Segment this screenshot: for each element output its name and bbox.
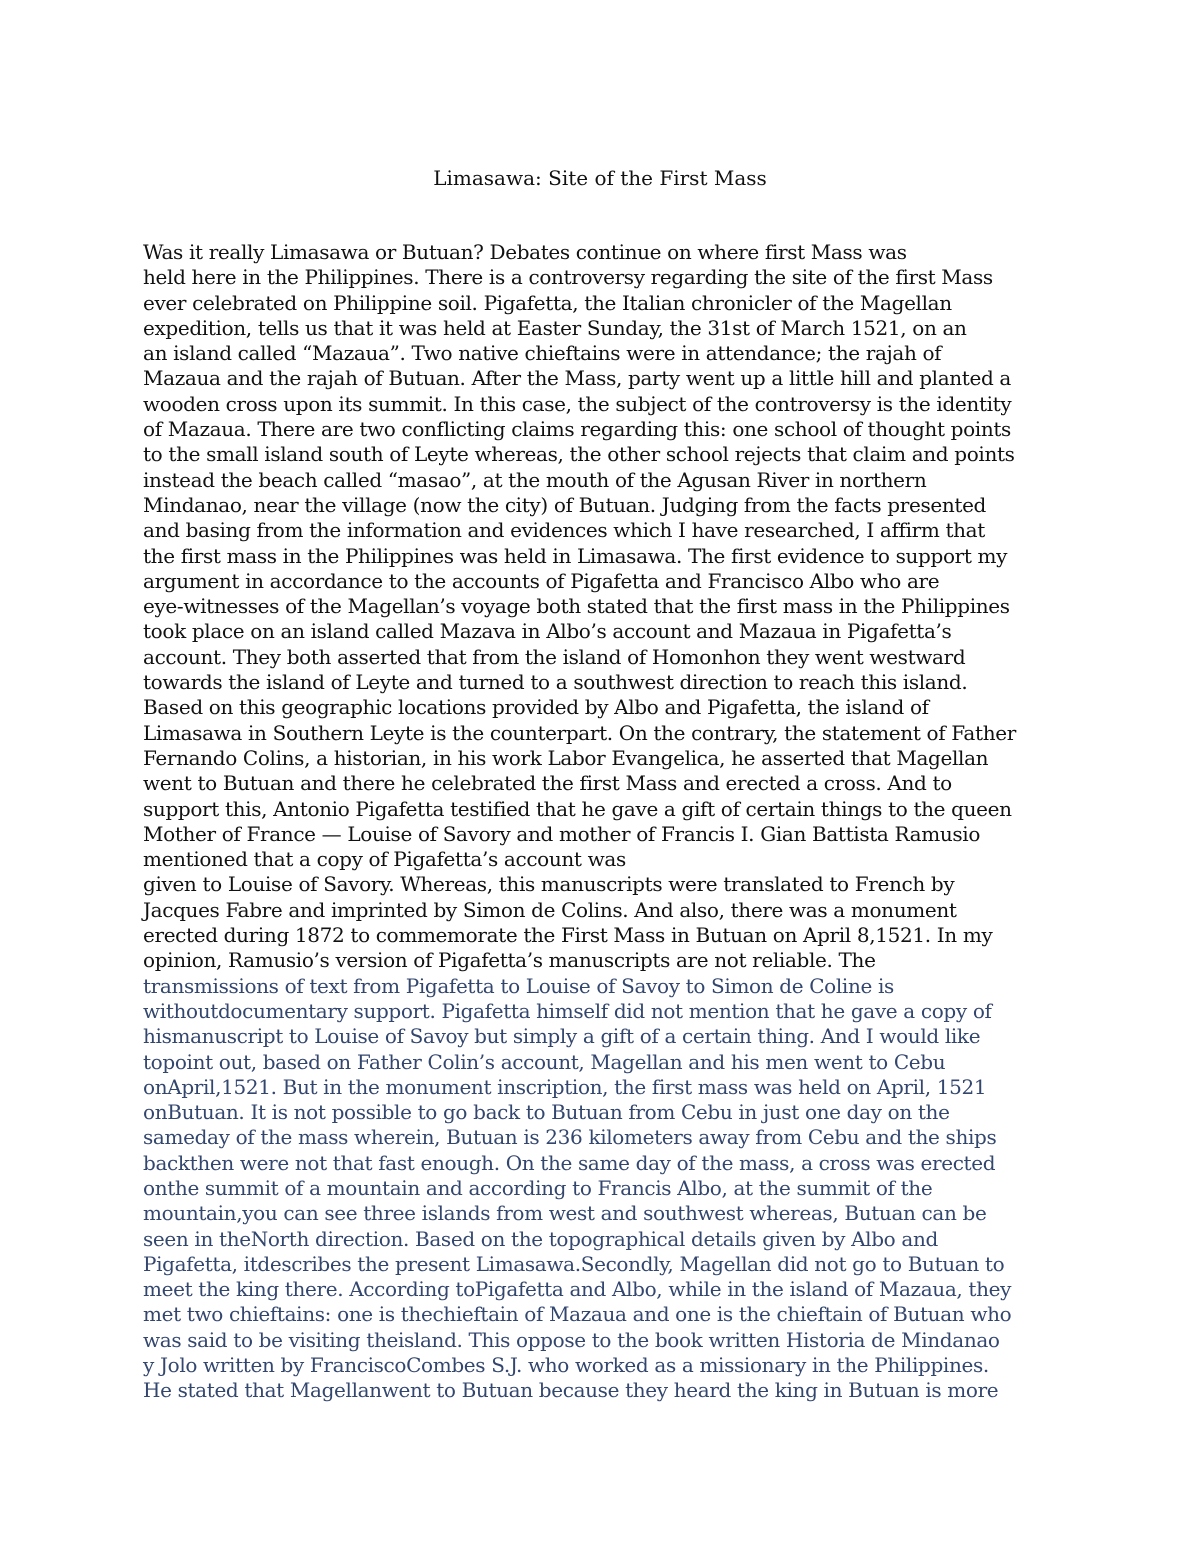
body-line: transmissions of text from Pigafetta to Louise of Savoy to Simon de Coline is bbox=[143, 973, 894, 998]
body-line: met two chieftains: one is thechieftain of Mazaua and one is the chieftain of Butuan who bbox=[143, 1302, 1012, 1327]
body-line: argument in accordance to the accounts of Pigafetta and Francisco Albo who are bbox=[143, 568, 940, 593]
body-line: ever celebrated on Philippine soil. Pigafetta, the Italian chronicler of the Magellan bbox=[143, 290, 952, 315]
body-line: mountain,you can see three islands from west and southwest whereas, Butuan can be bbox=[143, 1201, 987, 1226]
body-line: He stated that Magellanwent to Butuan because they heard the king in Butuan is more bbox=[143, 1378, 999, 1403]
body-line: took place on an island called Mazava in Albo’s account and Mazaua in Pigafetta’s bbox=[143, 619, 952, 644]
body-line: onApril,1521. But in the monument inscription, the first mass was held on April, 1521 bbox=[143, 1074, 987, 1099]
body-line: y Jolo written by FranciscoCombes S.J. who worked as a missionary in the Philippines. bbox=[143, 1353, 989, 1378]
body-line: Based on this geographic locations provided by Albo and Pigafetta, the island of bbox=[143, 695, 929, 720]
body-line: account. They both asserted that from the island of Homonhon they went westward bbox=[143, 644, 966, 669]
body-line: opinion, Ramusio’s version of Pigafetta’s manuscripts are not reliable. The bbox=[143, 948, 876, 973]
body-line: topoint out, based on Father Colin’s account, Magellan and his men went to Cebu bbox=[143, 1049, 946, 1074]
body-line: Pigafetta, itdescribes the present Limasawa.Secondly, Magellan did not go to Butuan to bbox=[143, 1251, 1005, 1276]
body-line: backthen were not that fast enough. On the same day of the mass, a cross was erected bbox=[143, 1150, 996, 1175]
body-line: Limasawa in Southern Leyte is the counterpart. On the contrary, the statement of Father bbox=[143, 720, 1016, 745]
body-line: went to Butuan and there he celebrated the first Mass and erected a cross. And to bbox=[143, 771, 952, 796]
body-line: eye-witnesses of the Magellan’s voyage both stated that the first mass in the Philippines bbox=[143, 594, 1010, 619]
body-line: of Mazaua. There are two conflicting claims regarding this: one school of thought points bbox=[143, 417, 1011, 442]
body-line: sameday of the mass wherein, Butuan is 236 kilometers away from Cebu and the ships bbox=[143, 1125, 997, 1150]
body-line: erected during 1872 to commemorate the First Mass in Butuan on April 8,1521. In my bbox=[143, 923, 993, 948]
body-line: to the small island south of Leyte whereas, the other school rejects that claim and points bbox=[143, 442, 1015, 467]
body-line: hismanuscript to Louise of Savoy but simply a gift of a certain thing. And I would like bbox=[143, 1024, 981, 1049]
body-line: Mother of France — Louise of Savory and mother of Francis I. Gian Battista Ramusio bbox=[143, 821, 981, 846]
document-body bbox=[143, 240, 1073, 1404]
body-line: mentioned that a copy of Pigafetta’s account was bbox=[143, 847, 626, 872]
body-line: withoutdocumentary support. Pigafetta himself did not mention that he gave a copy of bbox=[143, 998, 992, 1023]
body-line: onButuan. It is not possible to go back to Butuan from Cebu in just one day on the bbox=[143, 1100, 950, 1125]
document-title: Limasawa: Site of the First Mass bbox=[433, 166, 767, 190]
body-line: an island called “Mazaua”. Two native chieftains were in attendance; the rajah of bbox=[143, 341, 942, 366]
body-line: meet the king there. According toPigafetta and Albo, while in the island of Mazaua, they bbox=[143, 1277, 1012, 1302]
body-line: Jacques Fabre and imprinted by Simon de Colins. And also, there was a monument bbox=[143, 897, 957, 922]
body-line: held here in the Philippines. There is a controversy regarding the site of the first Mass bbox=[143, 265, 993, 290]
body-line: the first mass in the Philippines was held in Limasawa. The first evidence to support my bbox=[143, 543, 1008, 568]
body-line: seen in theNorth direction. Based on the topographical details given by Albo and bbox=[143, 1226, 938, 1251]
body-line: Mindanao, near the village (now the city) of Butuan. Judging from the facts presented bbox=[143, 492, 987, 517]
body-line: Was it really Limasawa or Butuan? Debates continue on where first Mass was bbox=[143, 240, 907, 264]
body-line: was said to be visiting theisland. This oppose to the book written Historia de Mindanao bbox=[143, 1327, 1000, 1352]
body-line: onthe summit of a mountain and according to Francis Albo, at the summit of the bbox=[143, 1175, 933, 1200]
body-line: wooden cross upon its summit. In this case, the subject of the controversy is the identity bbox=[143, 391, 1012, 416]
body-line: expedition, tells us that it was held at Easter Sunday, the 31st of March 1521, on an bbox=[143, 315, 967, 340]
body-line: Mazaua and the rajah of Butuan. After the Mass, party went up a little hill and planted a bbox=[143, 366, 1012, 391]
body-line: support this, Antonio Pigafetta testified that he gave a gift of certain things to the queen bbox=[143, 796, 1012, 821]
body-line: instead the beach called “masao”, at the mouth of the Agusan River in northern bbox=[143, 467, 927, 492]
body-line: and basing from the information and evidences which I have researched, I affirm that bbox=[143, 518, 985, 543]
body-line: given to Louise of Savory. Whereas, this manuscripts were translated to French by bbox=[143, 872, 955, 897]
body-line: Fernando Colins, a historian, in his work Labor Evangelica, he asserted that Magellan bbox=[143, 745, 989, 770]
body-line: towards the island of Leyte and turned to a southwest direction to reach this island. bbox=[143, 670, 968, 695]
